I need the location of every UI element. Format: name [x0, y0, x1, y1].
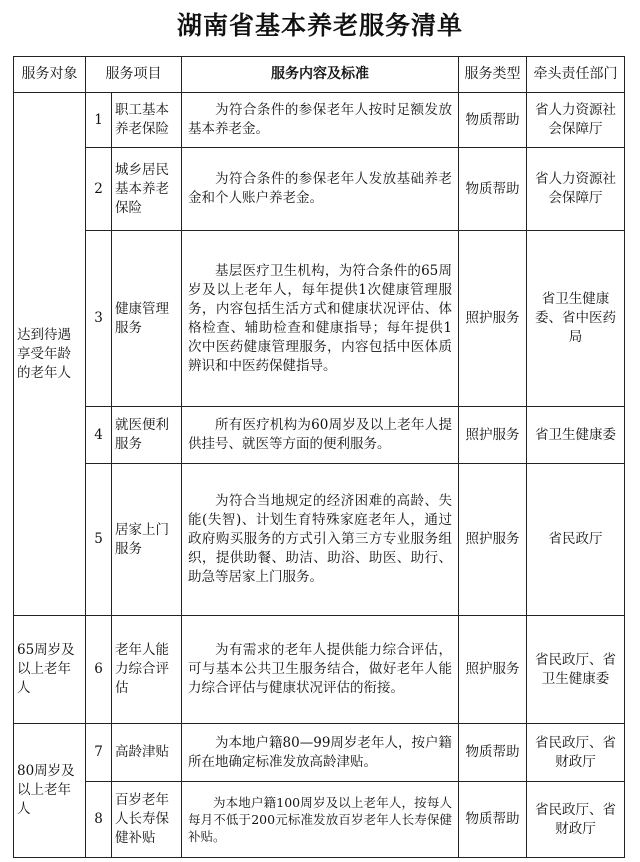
service-type: 照护服务: [459, 616, 527, 724]
header-dept: 牵头责任部门: [527, 57, 625, 93]
service-item: 高龄津贴: [112, 724, 182, 782]
service-content: 为符合条件的参保老年人发放基础养老金和个人账户养老金。: [182, 148, 459, 231]
responsible-dept: 省民政厅: [527, 464, 625, 616]
row-number: 8: [86, 782, 112, 858]
table-row: [14, 148, 625, 231]
service-type: 照护服务: [459, 231, 527, 407]
responsible-dept: 省人力资源社会保障厅: [527, 93, 625, 148]
table-row: [14, 231, 625, 407]
responsible-dept: 省卫生健康委、省中医药局: [527, 231, 625, 407]
table-row: [14, 782, 625, 858]
service-content: 为符合当地规定的经济困难的高龄、失能(失智)、计划生育特殊家庭老年人，通过政府购买服务的方式引入第三方专业服务组织，提供助餐、助洁、助浴、助医、助行、助急等居家上门服务。: [182, 464, 459, 616]
responsible-dept: 省人力资源社会保障厅: [527, 148, 625, 231]
header-row: [14, 57, 625, 93]
service-type: 照护服务: [459, 407, 527, 464]
row-number: 6: [86, 616, 112, 724]
row-number: 5: [86, 464, 112, 616]
service-type: 物质帮助: [459, 782, 527, 858]
responsible-dept: 省民政厅、省卫生健康委: [527, 616, 625, 724]
service-type: 物质帮助: [459, 724, 527, 782]
target-cell: 65周岁及以上老年人: [14, 616, 86, 724]
table-row: [14, 464, 625, 616]
service-content: 为有需求的老年人提供能力综合评估，可与基本公共卫生服务结合，做好老年人能力综合评估与健康状况评估的衔接。: [182, 616, 459, 724]
service-type: 照护服务: [459, 464, 527, 616]
header-item: 服务项目: [86, 57, 182, 93]
document-title: 湖南省基本养老服务清单: [176, 11, 463, 40]
service-content: 为本地户籍80—99周岁老年人，按户籍所在地确定标准发放高龄津贴。: [182, 724, 459, 782]
header-content: 服务内容及标准: [182, 57, 459, 93]
responsible-dept: 省民政厅、省财政厅: [527, 782, 625, 858]
target-cell: 80周岁及以上老年人: [14, 724, 86, 858]
service-list-table: [13, 56, 625, 858]
service-type: 物质帮助: [459, 93, 527, 148]
service-item: 居家上门服务: [112, 464, 182, 616]
service-content: 基层医疗卫生机构，为符合条件的65周岁及以上老年人，每年提供1次健康管理服务，内容包括生活方式和健康状况评估、体格检查、辅助检查和健康指导；每年提供1次中医药健康管理服务，内容包括中医体质辨识和中医药保健指导。: [182, 231, 459, 407]
table-row: [14, 616, 625, 724]
service-item: 百岁老年人长寿保健补贴: [112, 782, 182, 858]
responsible-dept: 省卫生健康委: [527, 407, 625, 464]
target-cell: 达到待遇享受年龄的老年人: [14, 93, 86, 616]
row-number: 4: [86, 407, 112, 464]
service-item: 健康管理服务: [112, 231, 182, 407]
service-type: 物质帮助: [459, 148, 527, 231]
row-number: 2: [86, 148, 112, 231]
service-content: 所有医疗机构为60周岁及以上老年人提供挂号、就医等方面的便利服务。: [182, 407, 459, 464]
responsible-dept: 省民政厅、省财政厅: [527, 724, 625, 782]
table-row: [14, 724, 625, 782]
service-content: 为符合条件的参保老年人按时足额发放基本养老金。: [182, 93, 459, 148]
header-type: 服务类型: [459, 57, 527, 93]
service-item: 城乡居民基本养老保险: [112, 148, 182, 231]
row-number: 3: [86, 231, 112, 407]
row-number: 7: [86, 724, 112, 782]
row-number: 1: [86, 93, 112, 148]
table-row: [14, 407, 625, 464]
header-target: 服务对象: [14, 57, 86, 93]
service-content: 为本地户籍100周岁及以上老年人，按每人每月不低于200元标准发放百岁老年人长寿保健补贴。: [182, 782, 459, 858]
service-item: 职工基本养老保险: [112, 93, 182, 148]
service-item: 就医便利服务: [112, 407, 182, 464]
service-item: 老年人能力综合评估: [112, 616, 182, 724]
table-row: [14, 93, 625, 148]
